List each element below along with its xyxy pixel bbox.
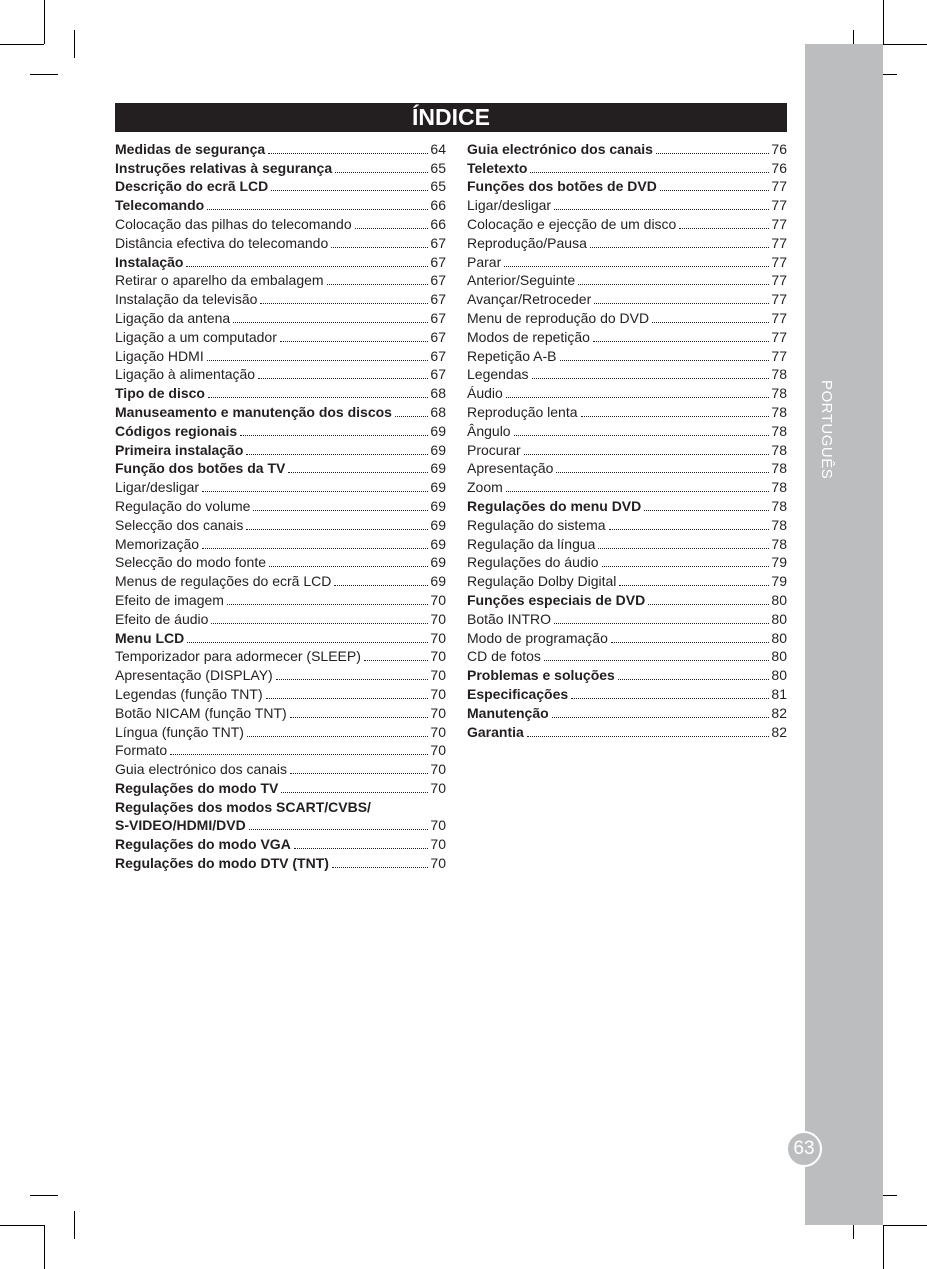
toc-entry-page: 78 <box>771 403 787 420</box>
toc-entry-label: Modos de repetição <box>467 328 590 345</box>
dot-leader <box>527 735 770 737</box>
toc-entry-label: Procurar <box>467 441 521 458</box>
toc-entry[interactable] <box>467 251 787 270</box>
dot-leader <box>269 565 428 567</box>
dot-leader <box>590 246 770 248</box>
toc-entry[interactable] <box>467 194 787 213</box>
language-side-tab <box>805 44 883 1225</box>
toc-entry-label: S-VIDEO/HDMI/DVD <box>115 817 246 834</box>
toc-entry-page: 66 <box>430 215 446 232</box>
dot-leader <box>294 847 429 849</box>
toc-entry-label: CD de fotos <box>467 648 541 665</box>
toc-entry-label: Ligação da antena <box>115 309 231 326</box>
toc-entry[interactable] <box>115 777 446 796</box>
dot-leader <box>186 265 428 267</box>
toc-entry-page: 67 <box>430 328 446 345</box>
toc-entry-label: Zoom <box>467 479 503 496</box>
toc-entry-page: 77 <box>771 234 787 251</box>
dot-leader <box>611 641 770 643</box>
toc-entry-page: 80 <box>771 591 787 608</box>
toc-entry-label: Modo de programação <box>467 629 608 646</box>
toc-entry[interactable] <box>467 608 787 627</box>
toc-entry-page: 70 <box>430 629 446 646</box>
crop-mark <box>883 0 884 44</box>
toc-entry-page: 67 <box>430 291 446 308</box>
toc-entry-label: Garantia <box>467 723 524 740</box>
toc-entry[interactable] <box>115 664 446 683</box>
toc-entry[interactable] <box>115 740 446 759</box>
toc-entry-label: Regulações do modo VGA <box>115 836 291 853</box>
toc-entry-label: Primeira instalação <box>115 441 244 458</box>
toc-entry-label: Efeito de áudio <box>115 610 209 627</box>
toc-entry[interactable] <box>467 552 787 571</box>
dot-leader <box>552 716 770 718</box>
dot-leader <box>581 415 770 417</box>
toc-entry-label: Manuseamento e manutenção dos discos <box>115 403 392 420</box>
toc-entry-label: Temporizador para adormecer (SLEEP) <box>115 648 361 665</box>
dot-leader <box>327 283 429 285</box>
toc-entry[interactable] <box>115 176 446 195</box>
toc-entry-label: Colocação e ejecção de um disco <box>467 215 677 232</box>
toc-entry-page: 81 <box>771 685 787 702</box>
crop-mark <box>44 0 45 44</box>
dot-leader <box>280 340 429 342</box>
toc-entry[interactable] <box>115 702 446 721</box>
toc-entry[interactable] <box>115 213 446 232</box>
toc-left-column <box>115 138 446 871</box>
toc-entry-label: Efeito de imagem <box>115 591 224 608</box>
crop-mark <box>883 1225 884 1269</box>
toc-entry[interactable] <box>115 382 446 401</box>
toc-entry-page: 65 <box>430 159 446 176</box>
dot-leader <box>554 208 769 210</box>
toc-entry-label: Funções dos botões de DVD <box>467 178 657 195</box>
toc-entry[interactable] <box>115 683 446 702</box>
toc-entry-label: Parar <box>467 253 502 270</box>
toc-entry-label: Retirar o aparelho da embalagem <box>115 272 324 289</box>
dot-leader <box>618 678 770 680</box>
toc-entry-page: 69 <box>430 479 446 496</box>
dot-leader <box>246 453 428 455</box>
toc-entry[interactable] <box>115 514 446 533</box>
dot-leader <box>290 772 428 774</box>
toc-entry[interactable] <box>467 138 787 157</box>
dot-leader <box>504 265 769 267</box>
dot-leader <box>593 340 769 342</box>
toc-entry-page: 82 <box>771 723 787 740</box>
toc-entry-label: Selecção do modo fonte <box>115 554 266 571</box>
toc-entry[interactable] <box>467 157 787 176</box>
toc-entry[interactable] <box>467 533 787 552</box>
toc-entry[interactable] <box>115 589 446 608</box>
toc-entry-page: 69 <box>430 516 446 533</box>
toc-entry-page: 67 <box>430 347 446 364</box>
toc-entry-label: Instruções relativas à segurança <box>115 159 333 176</box>
dot-leader <box>355 227 429 229</box>
toc-entry-label: Função dos botões da TV <box>115 460 286 477</box>
toc-entry[interactable] <box>467 326 787 345</box>
toc-entry[interactable] <box>467 664 787 683</box>
toc-entry-label: Selecção dos canais <box>115 516 244 533</box>
toc-entry-label: Botão INTRO <box>467 610 552 627</box>
toc-entry[interactable] <box>115 627 446 646</box>
toc-entry-page: 69 <box>430 441 446 458</box>
toc-entry-page: 77 <box>771 197 787 214</box>
dot-leader <box>530 171 769 173</box>
toc-entry[interactable] <box>115 608 446 627</box>
dot-leader <box>364 659 429 661</box>
toc-entry-page: 79 <box>771 554 787 571</box>
dot-leader <box>395 415 428 417</box>
toc-entry-page: 76 <box>771 159 787 176</box>
crop-mark <box>883 44 927 45</box>
dot-leader <box>187 641 428 643</box>
crop-mark <box>30 1195 58 1196</box>
toc-entry[interactable] <box>467 570 787 589</box>
dot-leader <box>609 528 770 530</box>
toc-right-column <box>467 138 787 740</box>
dot-leader <box>247 735 429 737</box>
toc-entry[interactable] <box>467 270 787 289</box>
toc-entry-page: 78 <box>771 422 787 439</box>
dot-leader <box>598 547 769 549</box>
toc-entry-label: Menu LCD <box>115 629 185 646</box>
toc-entry[interactable] <box>115 646 446 665</box>
crop-mark <box>0 44 44 45</box>
toc-entry-label: Funções especiais de DVD <box>467 591 646 608</box>
dot-leader <box>602 565 770 567</box>
toc-entry[interactable] <box>467 420 787 439</box>
dot-leader <box>648 603 769 605</box>
toc-entry[interactable] <box>115 270 446 289</box>
dot-leader <box>506 490 770 492</box>
dot-leader <box>331 246 428 248</box>
toc-entry-label: Telecomando <box>115 197 205 214</box>
toc-entry[interactable] <box>115 495 446 514</box>
toc-entry[interactable] <box>467 683 787 702</box>
dot-leader <box>276 678 429 680</box>
toc-entry-page: 67 <box>430 234 446 251</box>
dot-leader <box>249 828 429 830</box>
toc-entry-label: Códigos regionais <box>115 422 238 439</box>
toc-entry-label: Menu de reprodução do DVD <box>467 309 650 326</box>
dot-leader <box>532 377 770 379</box>
toc-entry-label: Regulação do sistema <box>467 516 606 533</box>
toc-entry-page: 78 <box>771 460 787 477</box>
toc-entry-label: Tipo de disco <box>115 385 205 402</box>
toc-entry[interactable] <box>467 458 787 477</box>
toc-entry[interactable] <box>467 646 787 665</box>
toc-entry-label: Guia electrónico dos canais <box>115 761 287 778</box>
toc-entry[interactable] <box>467 627 787 646</box>
toc-entry-page: 66 <box>430 197 446 214</box>
toc-entry-page: 78 <box>771 385 787 402</box>
dot-leader <box>258 377 428 379</box>
toc-entry-page: 80 <box>771 667 787 684</box>
dot-leader <box>619 584 769 586</box>
toc-entry-page: 77 <box>771 178 787 195</box>
toc-entry-label: Instalação da televisão <box>115 291 258 308</box>
dot-leader <box>240 434 428 436</box>
toc-entry-page: 78 <box>771 441 787 458</box>
toc-entry-page: 77 <box>771 347 787 364</box>
dot-leader <box>556 471 769 473</box>
toc-entry-page: 78 <box>771 479 787 496</box>
toc-entry-page: 80 <box>771 610 787 627</box>
toc-entry-label: Reprodução/Pausa <box>467 234 587 251</box>
toc-entry-label: Apresentação <box>467 460 554 477</box>
toc-entry-page: 69 <box>430 460 446 477</box>
toc-entry-page: 76 <box>771 140 787 157</box>
language-label: PORTUGUÊS <box>818 380 835 480</box>
dot-leader <box>679 227 769 229</box>
dot-leader <box>268 152 428 154</box>
toc-entry-label: Legendas <box>467 366 529 383</box>
toc-entry-label: Regulação do volume <box>115 497 251 514</box>
toc-entry[interactable] <box>115 420 446 439</box>
toc-entry-page: 70 <box>430 704 446 721</box>
toc-entry[interactable] <box>115 401 446 420</box>
toc-entry[interactable] <box>467 345 787 364</box>
dot-leader <box>227 603 428 605</box>
toc-entry-label: Repetição A-B <box>467 347 557 364</box>
toc-entry-label: Botão NICAM (função TNT) <box>115 704 287 721</box>
page-number: 63 <box>786 1131 822 1167</box>
dot-leader <box>524 453 770 455</box>
toc-entry-page: 70 <box>430 667 446 684</box>
toc-entry-label: Apresentação (DISPLAY) <box>115 667 273 684</box>
toc-entry[interactable] <box>115 138 446 157</box>
toc-entry-label: Legendas (função TNT) <box>115 685 263 702</box>
toc-entry-label: Regulações do menu DVD <box>467 497 642 514</box>
toc-entry-page: 69 <box>430 497 446 514</box>
toc-entry-page: 70 <box>430 610 446 627</box>
dot-leader <box>506 396 770 398</box>
toc-entry[interactable] <box>467 176 787 195</box>
toc-entry-label: Regulações do áudio <box>467 554 599 571</box>
dot-leader <box>544 659 769 661</box>
dot-leader <box>594 302 769 304</box>
toc-entry-page: 70 <box>430 723 446 740</box>
dot-leader <box>644 509 769 511</box>
toc-entry-page: 70 <box>430 648 446 665</box>
toc-entry[interactable] <box>115 288 446 307</box>
dot-leader <box>656 152 769 154</box>
toc-entry-page: 68 <box>430 403 446 420</box>
toc-entry[interactable] <box>115 251 446 270</box>
dot-leader <box>202 490 428 492</box>
dot-leader <box>571 697 769 699</box>
toc-entry-page: 70 <box>430 742 446 759</box>
toc-entry-page: 70 <box>430 779 446 796</box>
toc-entry[interactable] <box>115 364 446 383</box>
toc-entry[interactable] <box>115 458 446 477</box>
toc-entry-label: Memorização <box>115 535 200 552</box>
toc-entry-page: 78 <box>771 535 787 552</box>
dot-leader <box>290 716 429 718</box>
toc-entry-page: 78 <box>771 516 787 533</box>
toc-entry-page: 67 <box>430 253 446 270</box>
dot-leader <box>578 283 769 285</box>
toc-entry-label: Ligação HDMI <box>115 347 204 364</box>
toc-entry-page: 64 <box>430 140 446 157</box>
crop-mark <box>0 1225 44 1226</box>
dot-leader <box>253 509 428 511</box>
toc-entry-page: 77 <box>771 215 787 232</box>
toc-entry-page: 69 <box>430 573 446 590</box>
dot-leader <box>560 359 770 361</box>
toc-entry[interactable] <box>115 852 446 871</box>
dot-leader <box>260 302 428 304</box>
toc-entry[interactable] <box>467 495 787 514</box>
toc-entry-page: 70 <box>430 761 446 778</box>
toc-entry-page: 70 <box>430 817 446 834</box>
toc-entry[interactable] <box>115 570 446 589</box>
dot-leader <box>334 584 428 586</box>
toc-entry-page: 70 <box>430 836 446 853</box>
dot-leader <box>335 171 428 173</box>
toc-entry-label: Regulação Dolby Digital <box>467 573 617 590</box>
toc-entry-page: 69 <box>430 422 446 439</box>
toc-entry-page: 69 <box>430 554 446 571</box>
toc-entry-label: Regulações do modo TV <box>115 779 279 796</box>
toc-entry-page: 80 <box>771 629 787 646</box>
dot-leader <box>660 189 770 191</box>
toc-entry[interactable] <box>467 382 787 401</box>
toc-entry[interactable] <box>467 401 787 420</box>
toc-entry[interactable] <box>467 364 787 383</box>
toc-entry-label: Língua (função TNT) <box>115 723 244 740</box>
toc-entry[interactable] <box>467 307 787 326</box>
crop-mark <box>30 74 58 75</box>
toc-entry-label: Ligar/desligar <box>467 197 552 214</box>
toc-entry-page: 77 <box>771 328 787 345</box>
toc-entry-label: Distância efectiva do telecomando <box>115 234 329 251</box>
toc-entry[interactable] <box>467 476 787 495</box>
toc-entry[interactable] <box>115 833 446 852</box>
toc-entry[interactable] <box>115 552 446 571</box>
toc-entry-label: Avançar/Retroceder <box>467 291 592 308</box>
toc-entry-label: Teletexto <box>467 159 528 176</box>
dot-leader <box>207 359 429 361</box>
toc-entry[interactable] <box>115 758 446 777</box>
dot-leader <box>208 396 428 398</box>
toc-entry-label: Descrição do ecrã LCD <box>115 178 269 195</box>
dot-leader <box>246 528 428 530</box>
toc-entry-label: Regulações dos modos SCART/CVBS/ <box>115 798 371 815</box>
dot-leader <box>514 434 770 436</box>
toc-entry-page: 67 <box>430 272 446 289</box>
toc-entry-label: Ligar/desligar <box>115 479 200 496</box>
toc-entry[interactable] <box>467 439 787 458</box>
dot-leader <box>332 866 429 868</box>
toc-entry-label: Problemas e soluções <box>467 667 615 684</box>
toc-entry[interactable] <box>467 213 787 232</box>
toc-entry[interactable] <box>115 307 446 326</box>
toc-entry-page: 68 <box>430 385 446 402</box>
toc-entry-page: 80 <box>771 648 787 665</box>
toc-entry-label: Guia electrónico dos canais <box>467 140 653 157</box>
toc-entry[interactable] <box>115 194 446 213</box>
dot-leader <box>266 697 429 699</box>
dot-leader <box>207 208 428 210</box>
toc-entry-page: 70 <box>430 685 446 702</box>
toc-entry-page: 77 <box>771 272 787 289</box>
toc-entry[interactable] <box>115 345 446 364</box>
toc-entry-page: 65 <box>430 178 446 195</box>
toc-entry-page: 70 <box>430 855 446 872</box>
toc-entry-page: 78 <box>771 497 787 514</box>
toc-entry[interactable] <box>467 232 787 251</box>
toc-entry[interactable] <box>115 721 446 740</box>
index-title: ÍNDICE <box>115 103 787 132</box>
toc-entry-label: Colocação das pilhas do telecomando <box>115 215 352 232</box>
toc-entry-page: 67 <box>430 366 446 383</box>
toc-entry-label: Ligação a um computador <box>115 328 277 345</box>
toc-entry-label: Medidas de segurança <box>115 140 266 157</box>
crop-mark <box>44 1225 45 1269</box>
dot-leader <box>288 471 428 473</box>
toc-entry-page: 79 <box>771 573 787 590</box>
toc-entry-label: Regulação da língua <box>467 535 596 552</box>
dot-leader <box>281 791 428 793</box>
toc-entry[interactable] <box>467 721 787 740</box>
toc-entry[interactable] <box>115 326 446 345</box>
toc-entry-label: Anterior/Seguinte <box>467 272 576 289</box>
toc-entry[interactable] <box>115 815 446 834</box>
toc-entry-page: 77 <box>771 291 787 308</box>
toc-entry[interactable] <box>467 589 787 608</box>
crop-mark <box>74 1211 75 1239</box>
toc-entry-label: Instalação <box>115 253 184 270</box>
toc-entry-label: Áudio <box>467 385 503 402</box>
toc-entry[interactable] <box>115 439 446 458</box>
toc-entry[interactable] <box>115 476 446 495</box>
dot-leader <box>211 622 428 624</box>
toc-entry-page: 67 <box>430 309 446 326</box>
toc-entry-label: Regulações do modo DTV (TNT) <box>115 855 329 872</box>
crop-mark <box>883 1225 927 1226</box>
toc-entry-page: 77 <box>771 253 787 270</box>
toc-entry[interactable] <box>115 232 446 251</box>
toc-entry-label: Ligação à alimentação <box>115 366 256 383</box>
toc-entry-page: 69 <box>430 535 446 552</box>
toc-entry-label: Especificações <box>467 685 569 702</box>
toc-entry-label: Menus de regulações do ecrã LCD <box>115 573 332 590</box>
toc-entry-label: Reprodução lenta <box>467 403 578 420</box>
dot-leader <box>652 321 769 323</box>
toc-entry-label: Ângulo <box>467 422 511 439</box>
toc-entry-label: Manutenção <box>467 704 549 721</box>
toc-entry-page: 78 <box>771 366 787 383</box>
toc-entry-page: 70 <box>430 591 446 608</box>
toc-entry-page: 82 <box>771 704 787 721</box>
crop-mark <box>74 30 75 58</box>
dot-leader <box>202 547 428 549</box>
toc-entry[interactable] <box>467 702 787 721</box>
dot-leader <box>271 189 428 191</box>
dot-leader <box>170 753 428 755</box>
dot-leader <box>554 622 769 624</box>
toc-entry-page: 77 <box>771 309 787 326</box>
dot-leader <box>233 321 428 323</box>
toc-entry[interactable] <box>115 533 446 552</box>
toc-entry[interactable] <box>467 514 787 533</box>
toc-entry[interactable] <box>467 288 787 307</box>
toc-entry-label: Formato <box>115 742 168 759</box>
toc-entry[interactable] <box>115 157 446 176</box>
